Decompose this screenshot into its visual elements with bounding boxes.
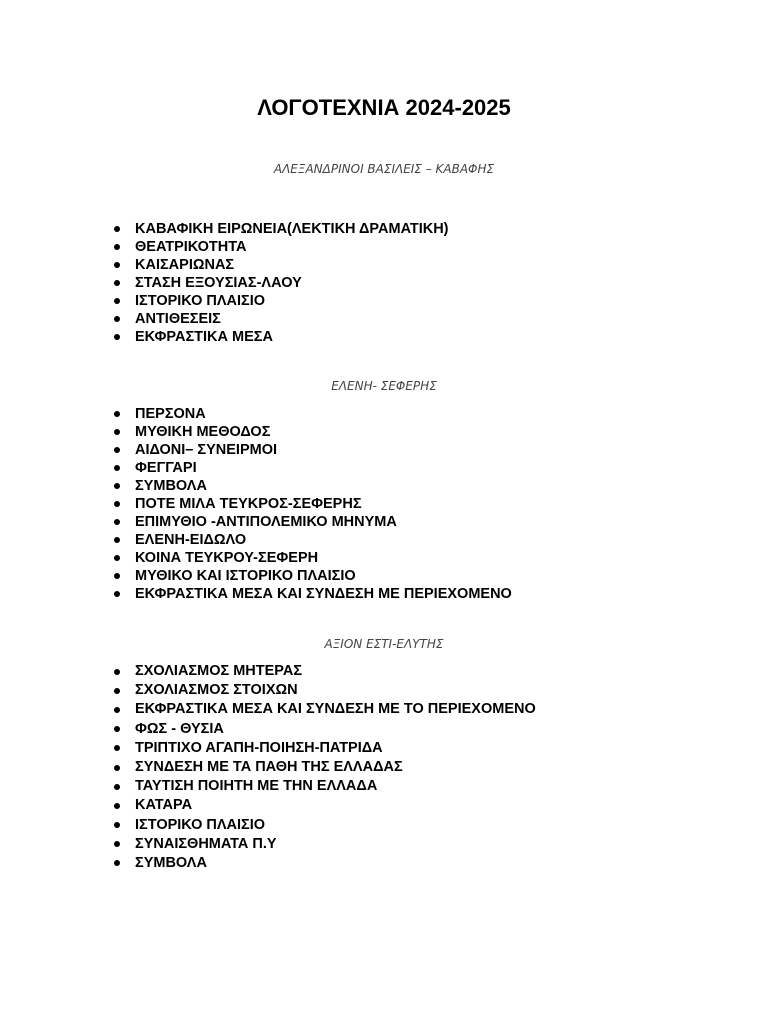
list-item: ΣΥΝΑΙΣΘΗΜΑΤΑ Π.Υ (0, 835, 536, 854)
list-item: ΘΕΑΤΡΙΚΟΤΗΤΑ (0, 238, 449, 256)
list-item: ΕΚΦΡΑΣΤΙΚΑ ΜΕΣΑ (0, 328, 449, 346)
list-item: ΙΣΤΟΡΙΚΟ ΠΛΑΙΣΙΟ (0, 292, 449, 310)
list-item: ΣΧΟΛΙΑΣΜΟΣ ΣΤΟΙΧΩΝ (0, 681, 536, 700)
list-item: ΣΥΜΒΟΛΑ (0, 854, 536, 873)
section-heading-kavafis: ΑΛΕΞΑΝΔΡΙΝΟΙ ΒΑΣΙΛΕΙΣ – ΚΑΒΑΦΗΣ (273, 162, 495, 176)
list-item: ΚΑΒΑΦΙΚΗ ΕΙΡΩΝΕΙΑ(ΛΕΚΤΙΚΗ ΔΡΑΜΑΤΙΚΗ) (0, 220, 449, 238)
section-heading-elytis: ΑΞΙΟΝ ΕΣΤΙ-ΕΛΥΤΗΣ (324, 637, 444, 651)
list-item: ΣΤΑΣΗ ΕΞΟΥΣΙΑΣ-ΛΑΟΥ (0, 274, 449, 292)
list-item: ΠΕΡΣΟΝΑ (0, 405, 512, 423)
list-item: ΑΙΔΟΝΙ– ΣΥΝΕΙΡΜΟΙ (0, 441, 512, 459)
list-item: ΣΥΝΔΕΣΗ ΜΕ ΤΑ ΠΑΘΗ ΤΗΣ ΕΛΛΑΔΑΣ (0, 758, 536, 777)
list-item: ΕΠΙΜΥΘΙΟ -ΑΝΤΙΠΟΛΕΜΙΚΟ ΜΗΝΥΜΑ (0, 513, 512, 531)
list-item: ΑΝΤΙΘΕΣΕΙΣ (0, 310, 449, 328)
list-item: ΚΟΙΝΑ ΤΕΥΚΡΟΥ-ΣΕΦΕΡΗ (0, 549, 512, 567)
list-item: ΦΕΓΓΑΡΙ (0, 459, 512, 477)
list-item: ΕΚΦΡΑΣΤΙΚΑ ΜΕΣΑ ΚΑΙ ΣΥΝΔΕΣΗ ΜΕ ΠΕΡΙΕΧΟΜΕΝΟ (0, 585, 512, 603)
list-item: ΕΚΦΡΑΣΤΙΚΑ ΜΕΣΑ ΚΑΙ ΣΥΝΔΕΣΗ ΜΕ ΤΟ ΠΕΡΙΕΧΟΜΕΝΟ (0, 700, 536, 719)
list-item: ΚΑΤΑΡΑ (0, 796, 536, 815)
topic-list-seferis (0, 405, 512, 603)
list-item: ΜΥΘΙΚΗ ΜΕΘΟΔΟΣ (0, 423, 512, 441)
list-item: ΚΑΙΣΑΡΙΩΝΑΣ (0, 256, 449, 274)
list-item: ΜΥΘΙΚΟ ΚΑΙ ΙΣΤΟΡΙΚΟ ΠΛΑΙΣΙΟ (0, 567, 512, 585)
list-item: ΦΩΣ - ΘΥΣΙΑ (0, 720, 536, 739)
list-item: ΣΥΜΒΟΛΑ (0, 477, 512, 495)
page-title: ΛΟΓΟΤΕΧΝΙΑ 2024-2025 (257, 95, 511, 120)
list-item: ΕΛΕΝΗ-ΕΙΔΩΛΟ (0, 531, 512, 549)
list-item: ΙΣΤΟΡΙΚΟ ΠΛΑΙΣΙΟ (0, 816, 536, 835)
list-item: ΣΧΟΛΙΑΣΜΟΣ ΜΗΤΕΡΑΣ (0, 662, 536, 681)
topic-list-elytis (0, 662, 536, 873)
section-heading-seferis: ΕΛΕΝΗ- ΣΕΦΕΡΗΣ (331, 379, 437, 393)
list-item: ΤΑΥΤΙΣΗ ΠΟΙΗΤΗ ΜΕ ΤΗΝ ΕΛΛΑΔΑ (0, 777, 536, 796)
list-item: ΠΟΤΕ ΜΙΛΑ ΤΕΥΚΡΟΣ-ΣΕΦΕΡΗΣ (0, 495, 512, 513)
topic-list-kavafis (0, 220, 449, 346)
list-item: ΤΡΙΠΤΙΧΟ ΑΓΑΠΗ-ΠΟΙΗΣΗ-ΠΑΤΡΙΔΑ (0, 739, 536, 758)
